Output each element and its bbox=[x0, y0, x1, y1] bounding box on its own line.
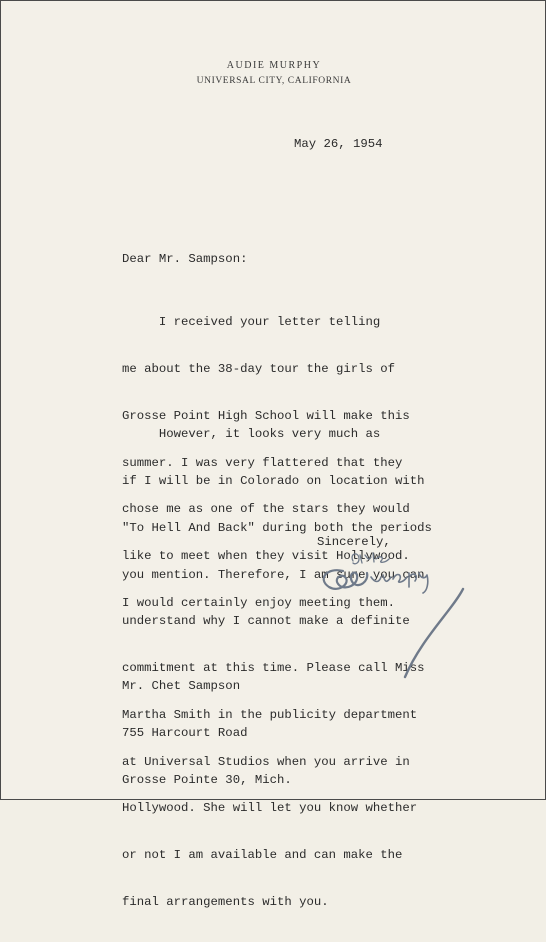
paragraph-1-line: I received your letter telling bbox=[122, 315, 381, 330]
address-line: Mr. Chet Sampson bbox=[122, 679, 241, 694]
recipient-address bbox=[122, 648, 292, 820]
paragraph-1-line: I would certainly enjoy meeting them. bbox=[122, 595, 396, 610]
paragraph-2-line: final arrangements with you. bbox=[122, 895, 329, 909]
paragraph-2-line: commitment at this time. Please call Miss bbox=[122, 661, 425, 676]
address-line: 755 Harcourt Road bbox=[122, 725, 248, 740]
paragraph-2-line: Martha Smith in the publicity department bbox=[122, 707, 418, 722]
paragraph-2-line: Hollywood. She will let you know whether bbox=[122, 801, 418, 816]
paragraph-2-line: or not I am available and can make the bbox=[122, 848, 403, 863]
salutation: Dear Mr. Sampson: bbox=[122, 252, 248, 266]
letterhead-name: AUDIE MURPHY bbox=[226, 60, 322, 71]
paragraph-2-line: understand why I cannot make a definite bbox=[122, 614, 410, 629]
closing: Sincerely, bbox=[317, 535, 391, 549]
signature-image bbox=[313, 549, 483, 689]
paragraph-2-line: you mention. Therefore, I am sure you can bbox=[122, 567, 425, 582]
paragraph-1-line: Grosse Point High School will make this bbox=[122, 408, 410, 423]
paragraph-1-line: chose me as one of the stars they would bbox=[122, 502, 410, 517]
paragraph-2-line: at Universal Studios when you arrive in bbox=[122, 754, 410, 769]
paragraph-1-line: me about the 38-day tour the girls of bbox=[122, 361, 396, 376]
letter-date: May 26, 1954 bbox=[294, 137, 383, 151]
address-line: Grosse Pointe 30, Mich. bbox=[122, 772, 292, 787]
paragraph-1-line: summer. I was very flattered that they bbox=[122, 455, 403, 470]
letterhead-place: UNIVERSAL CITY, CALIFORNIA bbox=[196, 76, 352, 86]
paragraph-1-line: like to meet when they visit Hollywood. bbox=[122, 549, 410, 564]
paragraph-2-line: However, it looks very much as bbox=[122, 427, 381, 442]
paragraph-2-line: if I will be in Colorado on location with bbox=[122, 473, 425, 488]
paragraph-2-line: "To Hell And Back" during both the periods bbox=[122, 520, 432, 535]
